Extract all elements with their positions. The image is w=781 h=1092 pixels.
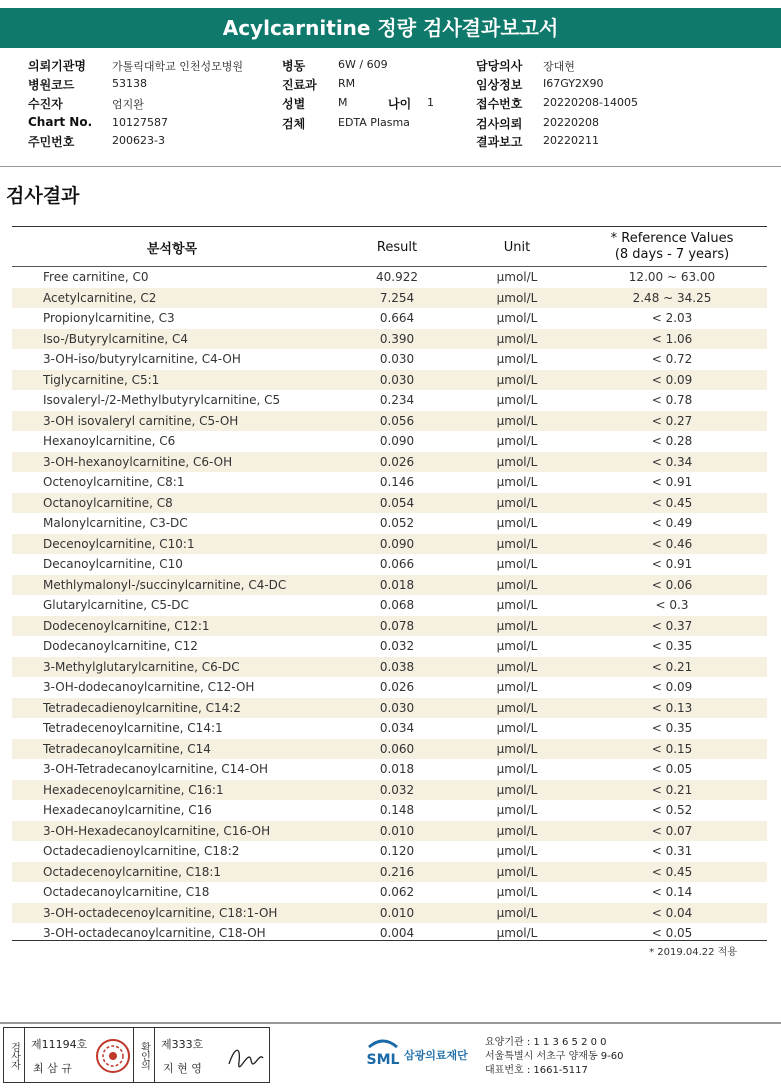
table-row [12,862,767,883]
reference-cell: < 0.3 [655,598,689,612]
unit-cell: µmol/L [496,434,538,448]
analyte-cell: Octadecadienoylcarnitine, C18:2 [43,844,240,858]
table-row [12,431,767,452]
footer-divider [0,1022,781,1024]
result-cell: 0.234 [379,393,415,407]
analyte-cell: Octanoylcarnitine, C8 [43,495,173,510]
sex-value: M [338,96,348,109]
reference-cell: < 0.72 [651,352,693,366]
result-cell: 0.090 [379,434,415,448]
reference-cell: < 0.31 [651,844,693,858]
doctor-label: 담당의사 [476,59,523,73]
result-cell: 0.066 [379,557,415,571]
unit-cell: µmol/L [496,475,538,489]
table-row [12,841,767,862]
specimen-value: EDTA Plasma [338,116,410,129]
result-cell: 0.390 [379,331,415,346]
org-name: 삼광의료재단 [404,1049,468,1062]
reference-note: * 2019.04.22 적용 [649,947,737,958]
reference-cell: 2.48 ~ 34.25 [632,290,712,305]
analyte-cell: Tetradecanoylcarnitine, C14 [43,741,211,756]
patient-info-block [0,52,781,164]
reference-cell: < 0.06 [651,577,693,592]
confirmer-license: 제333호 [161,1038,204,1051]
reference-cell: < 0.35 [651,721,693,735]
unit-cell: µmol/L [496,270,538,284]
department-value: RM [338,77,356,90]
unit-cell: µmol/L [496,557,538,571]
reference-cell: < 0.09 [651,372,693,387]
examiner-license: 제11194호 [31,1038,88,1051]
reference-cell: < 0.91 [651,557,693,571]
confirmer-name: 지 현 영 [163,1062,202,1075]
result-cell: 0.146 [379,475,415,489]
specimen-label: 검체 [282,117,306,131]
analyte-cell: Hexadecanoylcarnitine, C16 [43,803,212,817]
result-cell: 0.034 [379,721,415,735]
order-no-label: 주민번호 [28,135,75,149]
section-title: 검사결과 [6,185,80,207]
reference-cell: 12.00 ~ 63.00 [628,270,716,284]
analyte-cell: Tiglycarnitine, C5:1 [43,372,160,387]
reference-cell: < 0.27 [651,413,693,428]
result-cell: 0.018 [379,577,415,592]
table-row [12,513,767,534]
age-label: 나이 [388,97,412,111]
table-row [12,308,767,329]
analyte-cell: 3-OH-iso/butyrylcarnitine, C4-OH [43,352,241,366]
reference-cell: < 1.06 [651,331,693,346]
analyte-cell: Acetylcarnitine, C2 [43,290,157,305]
reference-cell: < 0.21 [651,659,693,674]
ward-value: 6W / 609 [338,58,388,71]
result-cell: 0.062 [379,885,415,899]
table-row [12,349,767,370]
table-row [12,493,767,514]
analyte-cell: 3-Methylglutarylcarnitine, C6-DC [43,659,240,674]
table-row [12,554,767,575]
unit-cell: µmol/L [496,454,538,469]
table-row [12,718,767,739]
table-row [12,657,767,678]
institution-label: 의뢰기관명 [28,59,86,73]
unit-cell: µmol/L [496,598,538,612]
unit-cell: µmol/L [496,721,538,735]
table-row [12,800,767,821]
result-cell: 0.090 [379,536,415,551]
chart-no-label: Chart No. [28,115,93,129]
reference-cell: < 0.05 [651,762,693,776]
table-bottom-rule [12,940,767,941]
header-unit: Unit [503,239,531,255]
analyte-cell: Propionylcarnitine, C3 [43,311,175,325]
receipt-no-value: 20220208-14005 [543,96,638,109]
result-cell: 0.010 [379,823,415,838]
unit-cell: µmol/L [496,352,538,366]
analyte-cell: Glutarylcarnitine, C5-DC [43,598,189,612]
result-cell: 0.060 [379,741,415,756]
result-cell: 0.026 [379,454,415,469]
result-cell: 0.032 [379,782,415,797]
unit-cell: µmol/L [496,864,538,879]
analyte-cell: 3-OH-Hexadecanoylcarnitine, C16-OH [43,823,271,838]
unit-cell: µmol/L [496,926,538,940]
analyte-cell: Hexanoylcarnitine, C6 [43,434,176,448]
table-row [12,575,767,596]
patient-value: 엄지완 [112,98,144,111]
result-cell: 7.254 [379,290,415,305]
result-cell: 40.922 [376,270,418,284]
analyte-cell: Octadecenoylcarnitine, C18:1 [43,864,222,879]
unit-cell: µmol/L [496,782,538,797]
signature-icon [225,1042,265,1072]
reference-cell: < 0.21 [651,782,693,797]
receipt-no-label: 접수번호 [476,97,523,111]
unit-cell: µmol/L [496,741,538,756]
table-row [12,472,767,493]
examiner-name: 최 삼 규 [33,1062,72,1075]
patient-label: 수진자 [28,97,63,111]
department-label: 진료과 [282,78,317,92]
reference-cell: < 0.04 [651,905,693,920]
table-row [12,882,767,903]
analyte-cell: 3-OH-dodecanoylcarnitine, C12-OH [43,680,255,694]
analyte-cell: Malonylcarnitine, C3-DC [43,516,188,530]
header-result: Result [376,239,418,255]
unit-cell: µmol/L [496,700,538,715]
sex-label: 성별 [282,97,306,111]
analyte-cell: Dodecenoylcarnitine, C12:1 [43,618,210,633]
table-row [12,411,767,432]
unit-cell: µmol/L [496,844,538,858]
analyte-cell: Tetradecenoylcarnitine, C14:1 [43,721,223,735]
reference-cell: < 0.34 [651,454,693,469]
reference-cell: < 2.03 [651,311,693,325]
result-cell: 0.052 [379,516,415,530]
analyte-cell: Octadecanoylcarnitine, C18 [43,885,210,899]
result-cell: 0.018 [379,762,415,776]
unit-cell: µmol/L [496,372,538,387]
result-cell: 0.068 [379,598,415,612]
reference-cell: < 0.37 [651,618,693,633]
result-cell: 0.004 [379,926,415,940]
header-reference-line2: (8 days - 7 years) [614,247,730,262]
confirmer-cell [155,1028,268,1082]
unit-cell: µmol/L [496,536,538,551]
table-row [12,267,767,288]
analyte-cell: Methlymalonyl-/succinylcarnitine, C4-DC [43,577,287,592]
results-table-body [12,267,767,944]
result-cell: 0.038 [379,659,415,674]
org-address: 서울특별시 서초구 양재동 9-60 [485,1051,624,1062]
unit-cell: µmol/L [496,290,538,305]
table-row [12,329,767,350]
unit-cell: µmol/L [496,311,538,325]
age-value: 1 [427,96,434,109]
confirmer-label: 확인의 [134,1028,155,1082]
analyte-cell: Iso-/Butyrylcarnitine, C4 [43,331,189,346]
result-cell: 0.026 [379,680,415,694]
unit-cell: µmol/L [496,618,538,633]
unit-cell: µmol/L [496,762,538,776]
reference-cell: < 0.49 [651,516,693,530]
analyte-cell: Dodecanoylcarnitine, C12 [43,639,198,653]
report-title: Acylcarnitine 정량 검사결과보고서 [0,8,781,48]
reference-cell: < 0.78 [651,393,693,407]
reference-cell: < 0.46 [651,536,693,551]
seal-icon [95,1038,131,1074]
clinical-info-value: I67GY2X90 [543,77,604,90]
reported-date-value: 20220211 [543,134,599,147]
result-cell: 0.030 [379,352,415,366]
analyte-cell: 3-OH-octadecanoylcarnitine, C18-OH [43,926,266,940]
unit-cell: µmol/L [496,803,538,817]
reference-cell: < 0.45 [651,864,693,879]
analyte-cell: Octenoylcarnitine, C8:1 [43,475,185,489]
unit-cell: µmol/L [496,659,538,674]
info-divider [0,166,781,167]
unit-cell: µmol/L [496,885,538,899]
reference-cell: < 0.05 [651,926,693,940]
table-row [12,370,767,391]
analyte-cell: Hexadecenoylcarnitine, C16:1 [43,782,224,797]
table-row [12,759,767,780]
reference-cell: < 0.91 [651,475,693,489]
reference-cell: < 0.07 [651,823,693,838]
unit-cell: µmol/L [496,516,538,530]
org-phone: 대표번호 : 1661-5117 [485,1065,588,1076]
reference-cell: < 0.35 [651,639,693,653]
chart-no-value: 10127587 [112,116,168,129]
analyte-cell: 3-OH isovaleryl carnitine, C5-OH [43,413,239,428]
unit-cell: µmol/L [496,823,538,838]
agency-number: 요양기관 : 1 1 3 6 5 2 0 0 [485,1037,607,1048]
result-cell: 0.120 [379,844,415,858]
header-reference [572,228,772,266]
analyte-cell: 3-OH-octadecenoylcarnitine, C18:1-OH [43,905,278,920]
ward-label: 병동 [282,59,306,73]
header-analyte: 분석항목 [146,241,198,257]
result-cell: 0.078 [379,618,415,633]
sml-logo-text: SML [366,1052,400,1068]
org-address-block [485,1036,624,1078]
reference-cell: < 0.09 [651,680,693,694]
requested-date-value: 20220208 [543,116,599,129]
sml-logo-icon [363,1033,403,1073]
unit-cell: µmol/L [496,413,538,428]
analyte-cell: Decanoylcarnitine, C10 [43,557,183,571]
table-row [12,390,767,411]
examiner-label: 검사자 [4,1028,25,1082]
analyte-cell: 3-OH-Tetradecanoylcarnitine, C14-OH [43,762,269,776]
unit-cell: µmol/L [496,680,538,694]
analyte-cell: Isovaleryl-/2-Methylbutyrylcarnitine, C5 [43,393,281,407]
reported-date-label: 결과보고 [476,135,523,149]
table-row [12,780,767,801]
result-cell: 0.010 [379,905,415,920]
table-top-rule [12,226,767,227]
reference-cell: < 0.15 [651,741,693,756]
analyte-cell: Decenoylcarnitine, C10:1 [43,536,195,551]
unit-cell: µmol/L [496,331,538,346]
reference-cell: < 0.28 [651,434,693,448]
unit-cell: µmol/L [496,393,538,407]
table-row [12,677,767,698]
unit-cell: µmol/L [496,639,538,653]
signature-box [3,1027,270,1083]
result-cell: 0.216 [379,864,415,879]
examiner-cell [25,1028,134,1082]
hospital-code-label: 병원코드 [28,78,75,92]
result-cell: 0.148 [379,803,415,817]
table-row [12,698,767,719]
order-no-value: 200623-3 [112,134,165,147]
unit-cell: µmol/L [496,905,538,920]
analyte-cell: 3-OH-hexanoylcarnitine, C6-OH [43,454,233,469]
unit-cell: µmol/L [496,495,538,510]
doctor-value: 장대현 [543,60,575,73]
result-cell: 0.030 [379,372,415,387]
result-cell: 0.032 [379,639,415,653]
reference-cell: < 0.14 [651,885,693,899]
table-row [12,903,767,924]
table-row [12,595,767,616]
header-reference-line1: * Reference Values [610,231,734,246]
clinical-info-label: 임상정보 [476,78,523,92]
result-cell: 0.054 [379,495,415,510]
requested-date-label: 검사의뢰 [476,117,523,131]
result-cell: 0.056 [379,413,415,428]
analyte-cell: Tetradecadienoylcarnitine, C14:2 [43,700,241,715]
institution-value: 가톨릭대학교 인천성모병원 [112,60,244,73]
table-row [12,452,767,473]
reference-cell: < 0.45 [651,495,693,510]
reference-cell: < 0.13 [651,700,693,715]
table-row [12,821,767,842]
hospital-code-value: 53138 [112,77,147,90]
result-cell: 0.030 [379,700,415,715]
table-row [12,534,767,555]
result-cell: 0.664 [379,311,415,325]
table-row [12,739,767,760]
table-row [12,616,767,637]
table-row [12,288,767,309]
reference-cell: < 0.52 [651,803,693,817]
analyte-cell: Free carnitine, C0 [43,270,149,284]
unit-cell: µmol/L [496,577,538,592]
table-row [12,636,767,657]
